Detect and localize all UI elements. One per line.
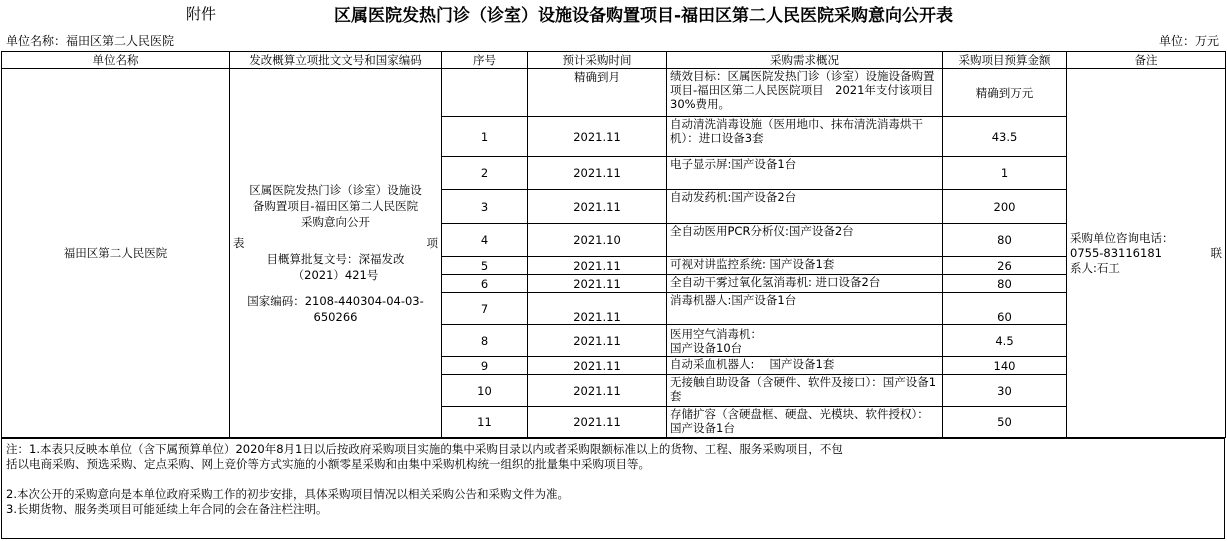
approval-line: 区属医院发热门诊（诊室）设施设 <box>249 182 422 197</box>
row-number: 7 <box>442 293 528 325</box>
remark-cell <box>1067 69 1226 438</box>
requirement-summary: 无接触自助设备（含硬件、软件及接口）：国产设备1套 <box>667 375 943 407</box>
requirement-summary: 绩效目标：区属医院发热门诊（诊室）设施设备购置项目-福田区第二人民医院项目 2021年支付该项目30%费用。 <box>667 69 943 117</box>
purchase-time: 2021.11 <box>528 190 667 224</box>
row-number: 4 <box>442 224 528 257</box>
approval-number-cell <box>230 69 442 438</box>
unit-name-cell: 福田区第二人民医院 <box>2 69 230 438</box>
row-number <box>442 69 528 117</box>
note-1: 注：1.本表只反映本单位（含下属预算单位）2020年8月1日以后按政府采购项目实施的集中采购目录以内或者采购限额标准以上的货物、工程、服务采购项目，不包 <box>6 442 843 456</box>
remark-line: 采购单位咨询电话： <box>1070 230 1174 245</box>
purchase-time: 2021.11 <box>528 117 667 157</box>
unit-row <box>0 32 1227 50</box>
approval-line: 采购意向公开 <box>301 214 370 229</box>
column-header: 预计采购时间 <box>528 52 667 69</box>
currency-unit-label: 单位：万元 <box>1158 34 1219 48</box>
approval-line: 目概算批复文号：深福发改 <box>266 251 405 266</box>
approval-line <box>233 235 438 251</box>
note-1-continued: 括以电商采购、预选采购、定点采购、网上竞价等方式实施的小额零星采购和由集中采购机构统一组织的批量集中采购项目等。 <box>6 457 650 471</box>
budget-amount: 60 <box>943 293 1067 325</box>
approval-line: （2021）421号 <box>292 267 379 282</box>
column-header: 序号 <box>442 52 528 69</box>
note-2: 2.本次公开的采购意向是本单位政府采购工作的初步安排，具体采购项目情况以相关采购公告和采购文件为准。 <box>6 487 569 501</box>
row-number: 8 <box>442 325 528 357</box>
page-title: 区属医院发热门诊（诊室）设施设备购置项目-福田区第二人民医院采购意向公开表 <box>333 6 954 26</box>
unit-name-label: 单位名称：福田区第二人民医院 <box>6 34 175 48</box>
row-number: 5 <box>442 257 528 275</box>
attachment-label: 附件 <box>186 5 217 23</box>
approval-fragment: 项 <box>426 235 438 250</box>
budget-amount: 1 <box>943 157 1067 190</box>
budget-amount: 30 <box>943 375 1067 407</box>
purchase-time: 2021.11 <box>528 375 667 407</box>
budget-amount: 80 <box>943 275 1067 293</box>
row-number: 3 <box>442 190 528 224</box>
purchase-time: 2021.11 <box>528 157 667 190</box>
budget-amount: 200 <box>943 190 1067 224</box>
procurement-table <box>1 51 1226 438</box>
contact-phone: 0755-83116181 <box>1070 245 1162 260</box>
table-header-row <box>2 52 1226 69</box>
requirement-summary: 消毒机器人:国产设备1台 <box>667 293 943 325</box>
purchase-time: 2021.11 <box>528 357 667 375</box>
budget-amount: 80 <box>943 224 1067 257</box>
national-code-line: 国家编码：2108-440304-04-03- <box>247 293 424 308</box>
notes-section <box>1 438 1225 539</box>
budget-amount: 50 <box>943 407 1067 438</box>
row-number: 10 <box>442 375 528 407</box>
column-header: 备注 <box>1067 52 1226 69</box>
row-number: 6 <box>442 275 528 293</box>
budget-amount: 4.5 <box>943 325 1067 357</box>
row-number: 11 <box>442 407 528 438</box>
budget-amount: 精确到万元 <box>943 69 1067 117</box>
column-header: 单位名称 <box>2 52 230 69</box>
requirement-summary: 自动采血机器人: 国产设备1套 <box>667 357 943 375</box>
purchase-time: 2021.11 <box>528 325 667 357</box>
requirement-summary: 电子显示屏:国产设备1台 <box>667 157 943 190</box>
note-3: 3.长期货物、服务类项目可能延续上年合同的会在备注栏注明。 <box>6 502 328 516</box>
budget-amount: 43.5 <box>943 117 1067 157</box>
requirement-summary: 医用空气消毒机： 国产设备10台 <box>667 325 943 357</box>
page-header <box>0 0 1227 30</box>
remark-fragment: 联 <box>1210 245 1222 260</box>
purchase-time: 2021.11 <box>528 275 667 293</box>
requirement-summary: 可视对讲监控系统: 国产设备1套 <box>667 257 943 275</box>
purchase-time: 精确到月 <box>528 69 667 117</box>
row-number: 2 <box>442 157 528 190</box>
national-code-line: 650266 <box>313 309 358 324</box>
requirement-summary: 全自动医用PCR分析仪:国产设备2台 <box>667 224 943 257</box>
column-header: 发改概算立项批文文号和国家编码 <box>230 52 442 69</box>
purchase-time: 2021.11 <box>528 293 667 325</box>
column-header: 采购项目预算金额 <box>943 52 1067 69</box>
row-number: 9 <box>442 357 528 375</box>
requirement-summary: 自动清洗消毒设施（医用地巾、抹布清洗消毒烘干机）：进口设备3套 <box>667 117 943 157</box>
purchase-time: 2021.10 <box>528 224 667 257</box>
requirement-summary: 存储扩容（含硬盘框、硬盘、光模块、软件授权）：国产设备1台 <box>667 407 943 438</box>
contact-person: 系人:石工 <box>1070 260 1120 275</box>
requirement-summary: 自动发药机:国产设备2台 <box>667 190 943 224</box>
table-row <box>2 69 1226 117</box>
budget-amount: 26 <box>943 257 1067 275</box>
requirement-summary: 全自动干雾过氧化氢消毒机: 进口设备2台 <box>667 275 943 293</box>
remark-line <box>1070 246 1222 261</box>
approval-fragment: 表 <box>233 235 245 250</box>
purchase-time: 2021.11 <box>528 407 667 438</box>
column-header: 采购需求概况 <box>667 52 943 69</box>
purchase-time: 2021.11 <box>528 257 667 275</box>
row-number: 1 <box>442 117 528 157</box>
approval-line: 备购置项目-福田区第二人民医院 <box>252 198 419 213</box>
budget-amount: 140 <box>943 357 1067 375</box>
